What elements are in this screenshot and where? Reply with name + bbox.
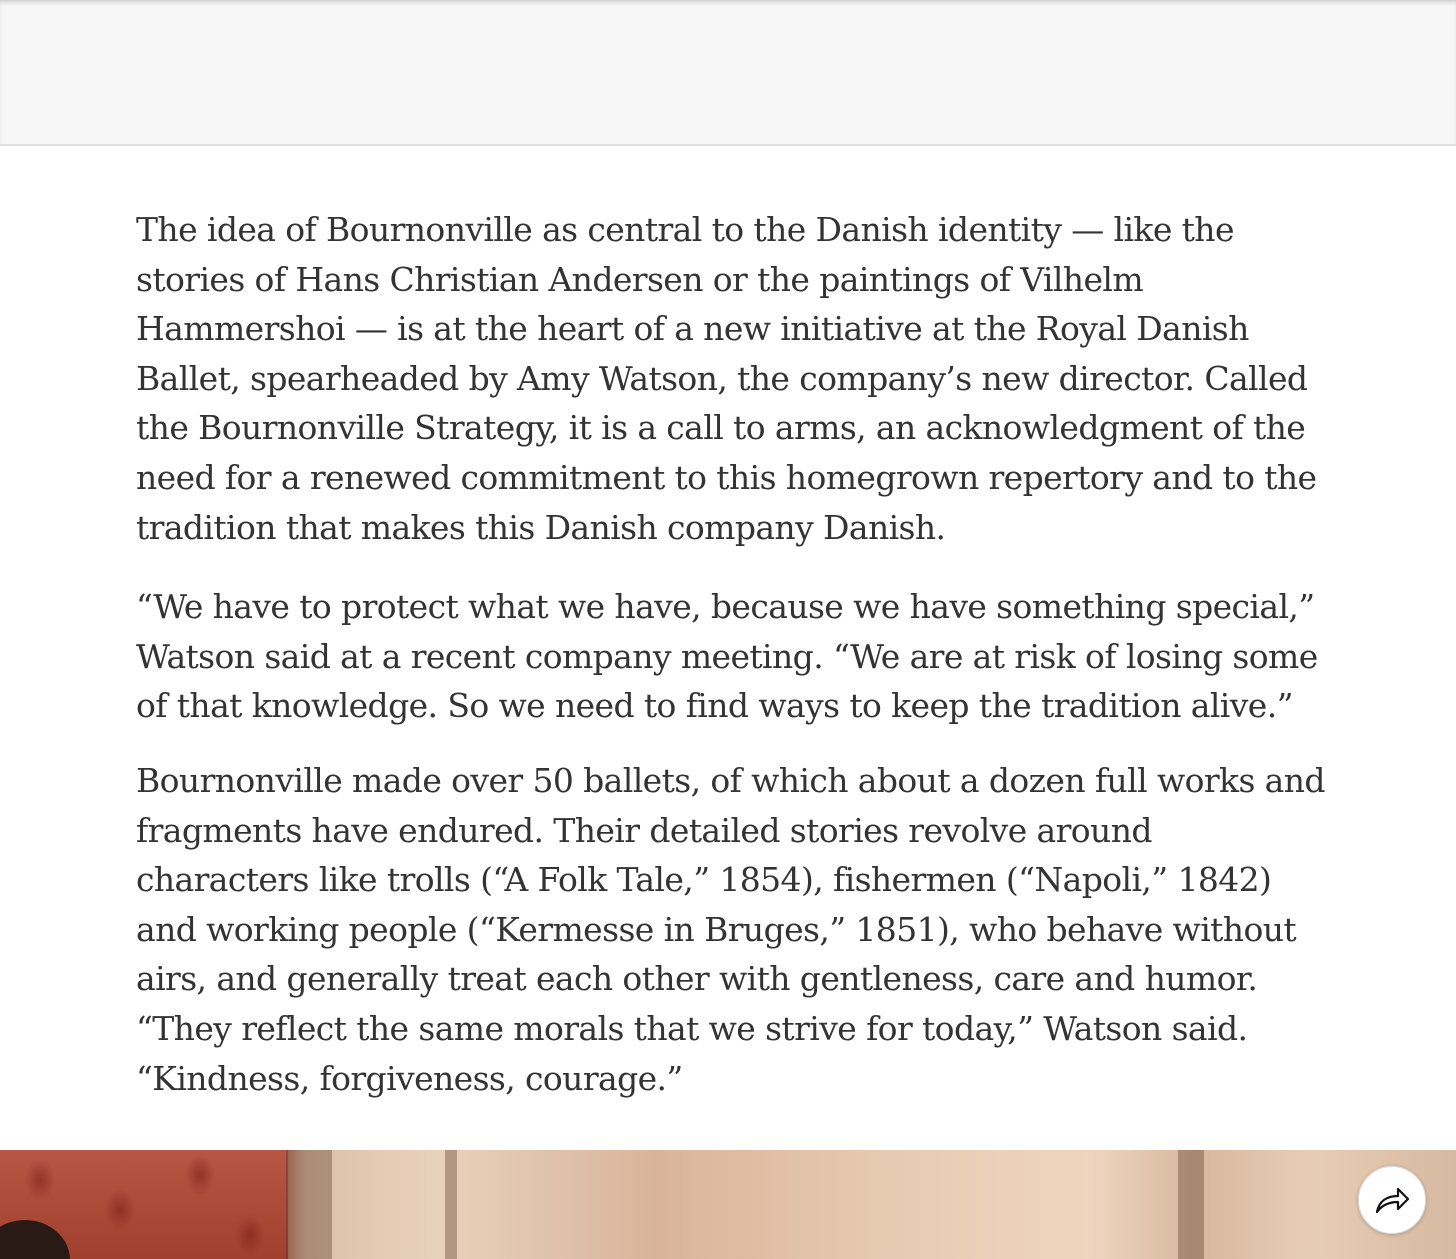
share-button[interactable]: [1358, 1166, 1426, 1234]
top-navigation-bar: [0, 0, 1456, 146]
photo-wood-plank: [286, 1150, 332, 1259]
article-paragraph-1: The idea of Bournonville as central to the Danish identity — like the stories of Hans Christian Andersen or the paintings of Vilhelm Hammershoi — is at the heart of a new initiative at the Royal Danish Ballet, spearheaded by Amy Watson, the company’s new director. Called the Bournonville Strategy, it is a call to arms, an acknowledgment of the need for a renewed commitment to this homegrown repertory and to the tradition that makes this Danish company Danish.: [136, 210, 1317, 547]
article-body: [136, 205, 1326, 1103]
article-paragraph-2: “We have to protect what we have, because we have something special,” Watson said at a recent company meeting. “We are at risk of losing some of that knowledge. So we need to find ways to keep the tradition alive.”: [136, 587, 1318, 726]
article-paragraph-3: Bournonville made over 50 ballets, of which about a dozen full works and fragments have endured. Their detailed stories revolve around characters like trolls (“A Folk Tale,” 1854), fishermen (“Napoli,” 1842) and working people (“Kermesse in Bruges,” 1851), who behave without airs, and generally treat each other with gentleness, care and humor. “They reflect the same morals that we strive for today,” Watson said. “Kindness, forgiveness, courage.”: [136, 760, 1325, 1098]
share-arrow-icon: [1373, 1185, 1411, 1215]
article-photo: [0, 1150, 1456, 1259]
photo-wood-plank: [1178, 1150, 1204, 1259]
photo-wood-plank: [445, 1150, 457, 1259]
